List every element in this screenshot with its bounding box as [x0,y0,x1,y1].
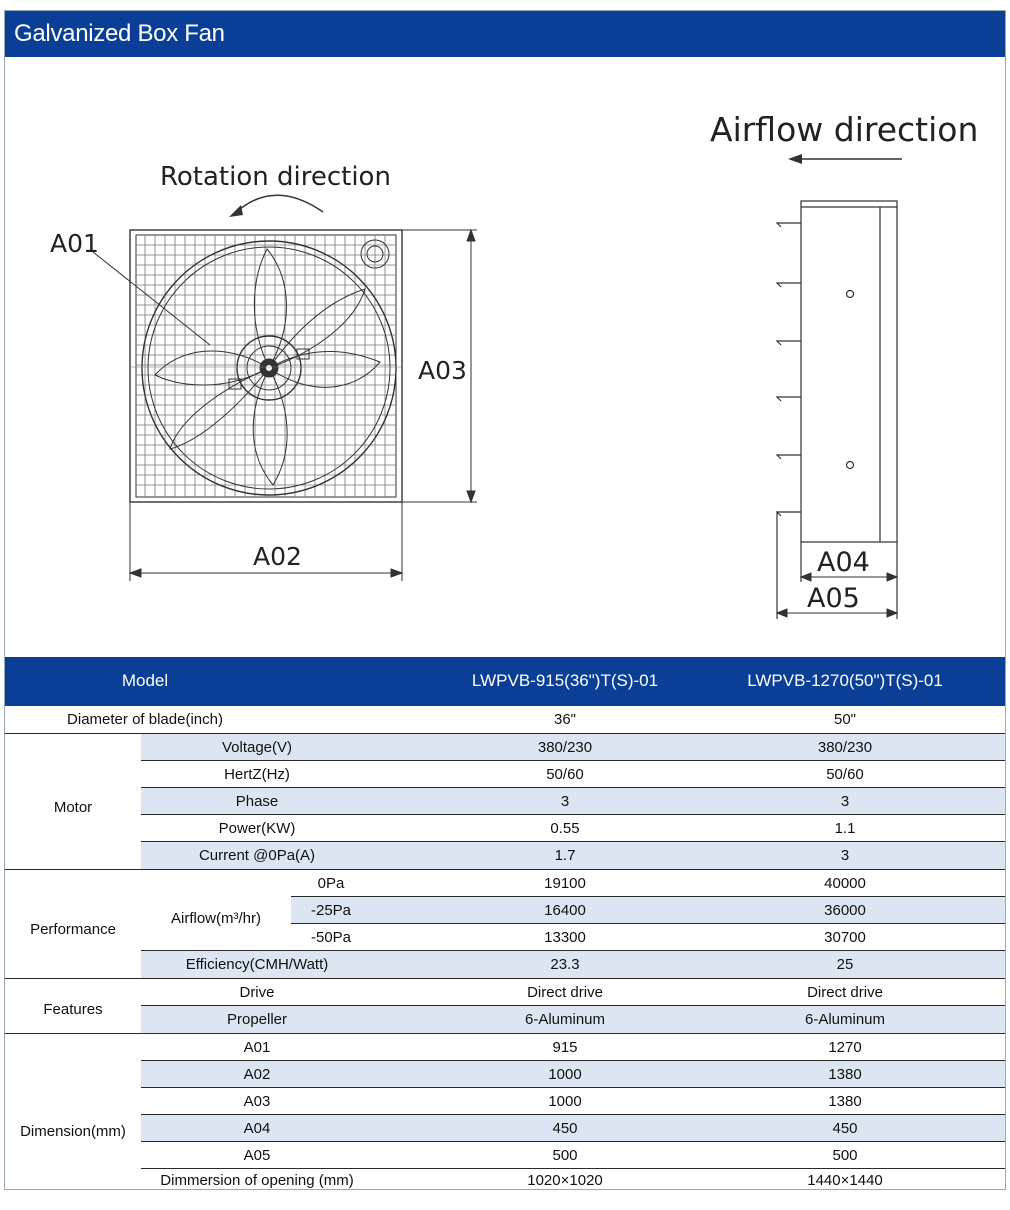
spec-sheet [4,10,1006,1190]
table-row: Current @0Pa(A) 1.7 3 [141,842,1005,869]
page-title: Galvanized Box Fan [14,20,225,47]
header-model-915: LWPVB-915(36")T(S)-01 [471,671,659,690]
group-features: Features [43,1001,103,1018]
front-view [130,230,402,502]
table-row: Power(KW) 0.55 1.1 [218,820,856,837]
table-row: -50Pa 13300 30700 [310,929,866,946]
dim-a01-label: A01 [50,229,99,258]
header-model: Model [121,671,169,690]
table-row: Efficiency(CMH/Watt) 23.3 25 [141,951,1005,978]
table-row: 0Pa 19100 40000 [317,875,866,892]
table-row: -25Pa 16400 36000 [291,897,1005,924]
group-airflow: Airflow(m³/hr) [171,910,261,927]
table-row: Diameter of blade(inch) 36" 50" [67,711,856,728]
group-motor: Motor [53,799,93,816]
table-row: Propeller 6-Aluminum 6-Aluminum [141,1006,1005,1033]
dim-a05-label: A05 [807,583,860,614]
table-row: Drive Direct drive Direct drive [239,984,883,1001]
group-performance: Performance [30,921,116,938]
airflow-label: Airflow direction [710,110,979,149]
table-row: Phase 3 3 [141,788,1005,815]
dim-a03-label: A03 [418,356,467,385]
page-header [5,11,1005,57]
table-row: A05 500 500 [243,1147,858,1164]
airflow-arrowhead [788,154,802,164]
rotation-arrowhead [229,205,243,217]
table-row: A03 1000 1380 [243,1093,862,1110]
table-header [5,657,1005,706]
group-dimension: Dimension(mm) [20,1123,126,1140]
table-row: A04 450 450 [141,1115,1005,1142]
table-row: A01 915 1270 [243,1039,862,1056]
dim-a04-label: A04 [817,547,870,578]
table-row: A02 1000 1380 [141,1061,1005,1088]
table-row: Dimmersion of opening (mm) 1020×1020 1440×1440 [160,1172,883,1189]
fan-drawing [5,57,1005,657]
dim-a02-label: A02 [253,542,302,571]
table-row: Voltage(V) 380/230 380/230 [141,734,1005,761]
rotation-arrow [233,195,323,215]
header-model-1270: LWPVB-1270(50")T(S)-01 [747,671,943,690]
rotation-label: Rotation direction [160,162,391,192]
table-row: HertZ(Hz) 50/60 50/60 [224,766,864,783]
